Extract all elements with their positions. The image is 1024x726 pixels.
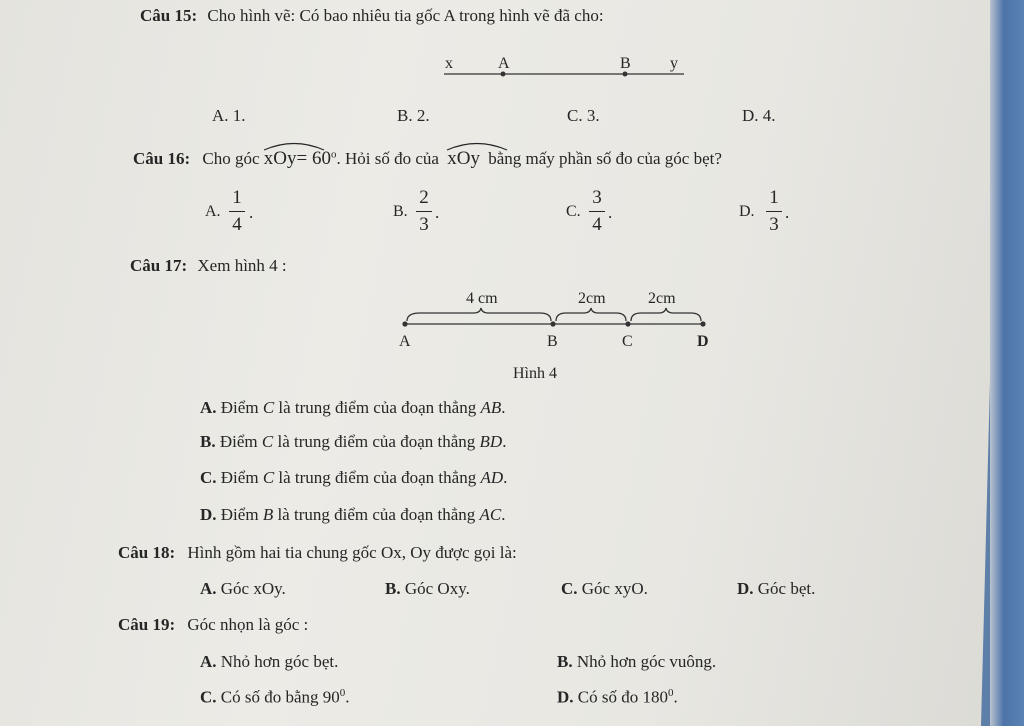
angle-xOy: xOy bbox=[264, 148, 297, 170]
q17-option-c[interactable]: C. Điểm C là trung điểm của đoạn thẳng AD. bbox=[200, 468, 508, 487]
question-18 bbox=[118, 543, 517, 563]
question-text: Xem hình 4 : bbox=[197, 256, 287, 275]
angle-xOy-2: xOy bbox=[447, 148, 480, 170]
q18-option-a[interactable]: A. Góc xOy. bbox=[200, 579, 286, 598]
point-C-label: C bbox=[622, 333, 633, 350]
question-19 bbox=[118, 615, 308, 635]
label-y: y bbox=[670, 55, 678, 72]
question-number: Câu 17: bbox=[130, 256, 188, 275]
question-16: Câu 16: Cho góc $xOy= 60^o$. Hỏi số đo của xOy bằng mấy phần số đo của góc bẹt? bbox=[133, 148, 722, 170]
figure-caption: Hình 4 bbox=[513, 365, 557, 382]
question-text: Hình gồm hai tia chung gốc Ox, Oy được gọi là: bbox=[187, 543, 517, 562]
q15-option-a[interactable]: A. 1. bbox=[212, 106, 246, 125]
q19-option-c[interactable]: C. Có số đo bằng $90^0$. bbox=[200, 687, 350, 707]
label-x: x bbox=[445, 55, 453, 72]
question-text: Góc nhọn là góc : bbox=[187, 615, 309, 634]
q15-option-c[interactable]: C. 3. bbox=[567, 106, 600, 125]
q15-option-d[interactable]: D. 4. bbox=[742, 106, 776, 125]
label-B: B bbox=[620, 55, 631, 72]
question-number: Câu 18: bbox=[118, 543, 176, 562]
question-text: Cho hình vẽ: Có bao nhiêu tia gốc A trong hình vẽ đã cho: bbox=[207, 6, 604, 25]
q17-option-b[interactable]: B. Điểm C là trung điểm của đoạn thẳng BD. bbox=[200, 432, 507, 451]
point-D-label: D bbox=[697, 333, 709, 350]
segment-BC-label: 2cm bbox=[578, 290, 606, 307]
q18-option-d[interactable]: D. Góc bẹt. bbox=[737, 579, 816, 598]
q18-option-b[interactable]: B. Góc Oxy. bbox=[385, 579, 470, 598]
point-B-label: B bbox=[547, 333, 558, 350]
segment-CD-label: 2cm bbox=[648, 290, 676, 307]
segment-AB-label: 4 cm bbox=[466, 290, 498, 307]
q17-option-a[interactable]: A. Điểm C là trung điểm của đoạn thẳng AB. bbox=[200, 398, 506, 417]
q17-option-d[interactable]: D. Điểm B là trung điểm của đoạn thẳng AC. bbox=[200, 505, 506, 524]
q18-option-c[interactable]: C. Góc xyO. bbox=[561, 579, 648, 598]
question-number: Câu 16: bbox=[133, 149, 191, 168]
question-number: Câu 15: bbox=[140, 6, 198, 25]
question-number: Câu 19: bbox=[118, 615, 176, 634]
q19-option-b[interactable]: B. Nhỏ hơn góc vuông. bbox=[557, 652, 717, 671]
label-A: A bbox=[498, 55, 510, 72]
q19-option-d[interactable]: D. Có số đo $180^0$. bbox=[557, 687, 678, 707]
q19-option-a[interactable]: A. Nhỏ hơn góc bẹt. bbox=[200, 652, 339, 671]
q15-option-b[interactable]: B. 2. bbox=[397, 106, 430, 125]
point-A-label: A bbox=[399, 333, 411, 350]
